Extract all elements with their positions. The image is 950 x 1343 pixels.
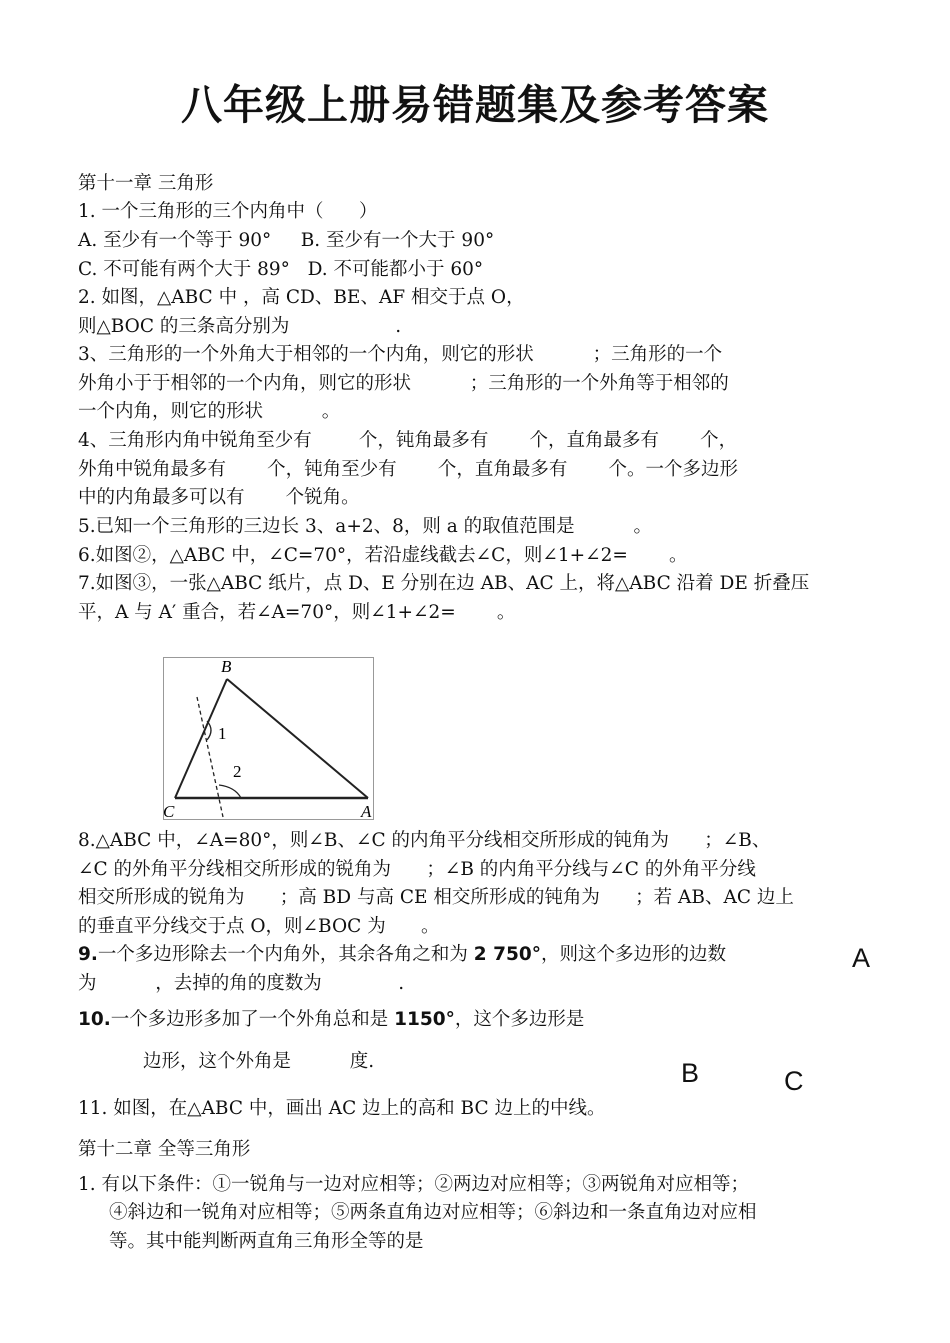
question-7-line-1: 7.如图③，一张△ABC 纸片，点 D、E 分别在边 AB、AC 上，将△ABC 沿着 DE 折叠压 [78, 573, 810, 594]
question-9-number: 9. [78, 944, 98, 965]
angle-1-label: 1 [218, 724, 227, 743]
question-2-line-2: 则△BOC 的三条高分别为 . [78, 316, 402, 337]
question-9-line-2: 为 ，去掉的角的度数为 . [78, 973, 405, 994]
question-8-line-3: 相交所形成的锐角为 ；高 BD 与高 CE 相交所形成的钝角为 ；若 AB、AC 边上 [78, 887, 794, 908]
question-8-line-1: 8.△ABC 中，∠A=80°，则∠B、∠C 的内角平分线相交所形成的钝角为 ；∠B、 [78, 830, 771, 851]
question-5: 5.已知一个三角形的三边长 3、a+2、8，则 a 的取值范围是 。 [78, 516, 652, 537]
question-9-text-b: ，则这个多边形的边数 [540, 944, 726, 965]
question-10-line-1 [78, 1008, 584, 1032]
vertex-c-label: C [163, 802, 175, 820]
point-b-label: B [681, 1058, 700, 1088]
question-9-line-1 [78, 943, 726, 967]
question-3-line-1: 3、三角形的一个外角大于相邻的一个内角，则它的形状 ；三角形的一个 [78, 344, 723, 365]
side-ba [227, 679, 368, 798]
question-10-line-2: 边形，这个外角是 度. [143, 1051, 375, 1072]
question-9-value: 2 750° [473, 944, 541, 965]
angle-2-label: 2 [233, 762, 242, 781]
question-3-line-2: 外角小于于相邻的一个内角，则它的形状 ；三角形的一个外角等于相邻的 [78, 373, 729, 394]
figure-frame [164, 658, 374, 820]
question-9-text-a: 一个多边形除去一个内角外，其余各角之和为 [97, 944, 474, 965]
question-1-options-cd: C. 不可能有两个大于 89° D. 不可能都小于 60° [78, 259, 484, 280]
vertex-b-label: B [221, 657, 232, 676]
ch12-question-1-line-1: 1. 有以下条件：①一锐角与一边对应相等；②两边对应相等；③两锐角对应相等； [78, 1174, 750, 1195]
question-8-line-2: ∠C 的外角平分线相交所形成的锐角为 ；∠B 的内角平分线与∠C 的外角平分线 [78, 859, 756, 880]
question-10-value: 1150° [394, 1009, 455, 1030]
question-1: 1. 一个三角形的三个内角中（ ） [78, 201, 378, 222]
question-3-line-3: 一个内角，则它的形状 。 [78, 401, 341, 422]
question-10-text-a: 一个多边形多加了一个外角总和是 [110, 1009, 395, 1030]
question-4-line-3: 中的内角最多可以有 个锐角。 [78, 487, 360, 508]
question-4-line-2: 外角中锐角最多有 个，钝角至少有 个，直角最多有 个。一个多边形 [78, 459, 738, 480]
question-1-options-ab: A. 至少有一个等于 90° B. 至少有一个大于 90° [78, 230, 495, 251]
ch12-question-1-line-3: 等。其中能判断两直角三角形全等的是 [109, 1231, 424, 1252]
question-11: 11. 如图，在△ABC 中，画出 AC 边上的高和 BC 边上的中线。 [78, 1098, 606, 1119]
question-4-line-1: 4、三角形内角中锐角至少有 个，钝角最多有 个，直角最多有 个， [78, 430, 738, 451]
question-10-text-b: ，这个多边形是 [454, 1009, 585, 1030]
question-6: 6.如图②，△ABC 中，∠C=70°，若沿虚线截去∠C，则∠1+∠2= 。 [78, 545, 688, 566]
point-a-label: A [852, 943, 871, 973]
question-10-number: 10. [78, 1009, 111, 1030]
chapter-12-heading: 第十二章 全等三角形 [78, 1139, 251, 1160]
angle-2-arc [219, 785, 241, 798]
vertex-a-label: A [361, 802, 372, 820]
page-title: 八年级上册易错题集及参考答案 [181, 81, 769, 129]
question-7-line-2: 平，A 与 A′ 重合，若∠A=70°，则∠1+∠2= 。 [78, 602, 516, 623]
triangle-figure [163, 657, 374, 820]
question-8-line-4: 的垂直平分线交于点 O，则∠BOC 为 。 [78, 916, 440, 937]
ch12-question-1-line-2: ④斜边和一锐角对应相等；⑤两条直角边对应相等；⑥斜边和一条直角边对应相 [109, 1202, 757, 1223]
chapter-11-heading: 第十一章 三角形 [78, 173, 214, 194]
point-c-label: C [784, 1066, 804, 1096]
question-2-line-1: 2. 如图，△ABC 中 ，高 CD、BE、AF 相交于点 O， [78, 287, 525, 308]
